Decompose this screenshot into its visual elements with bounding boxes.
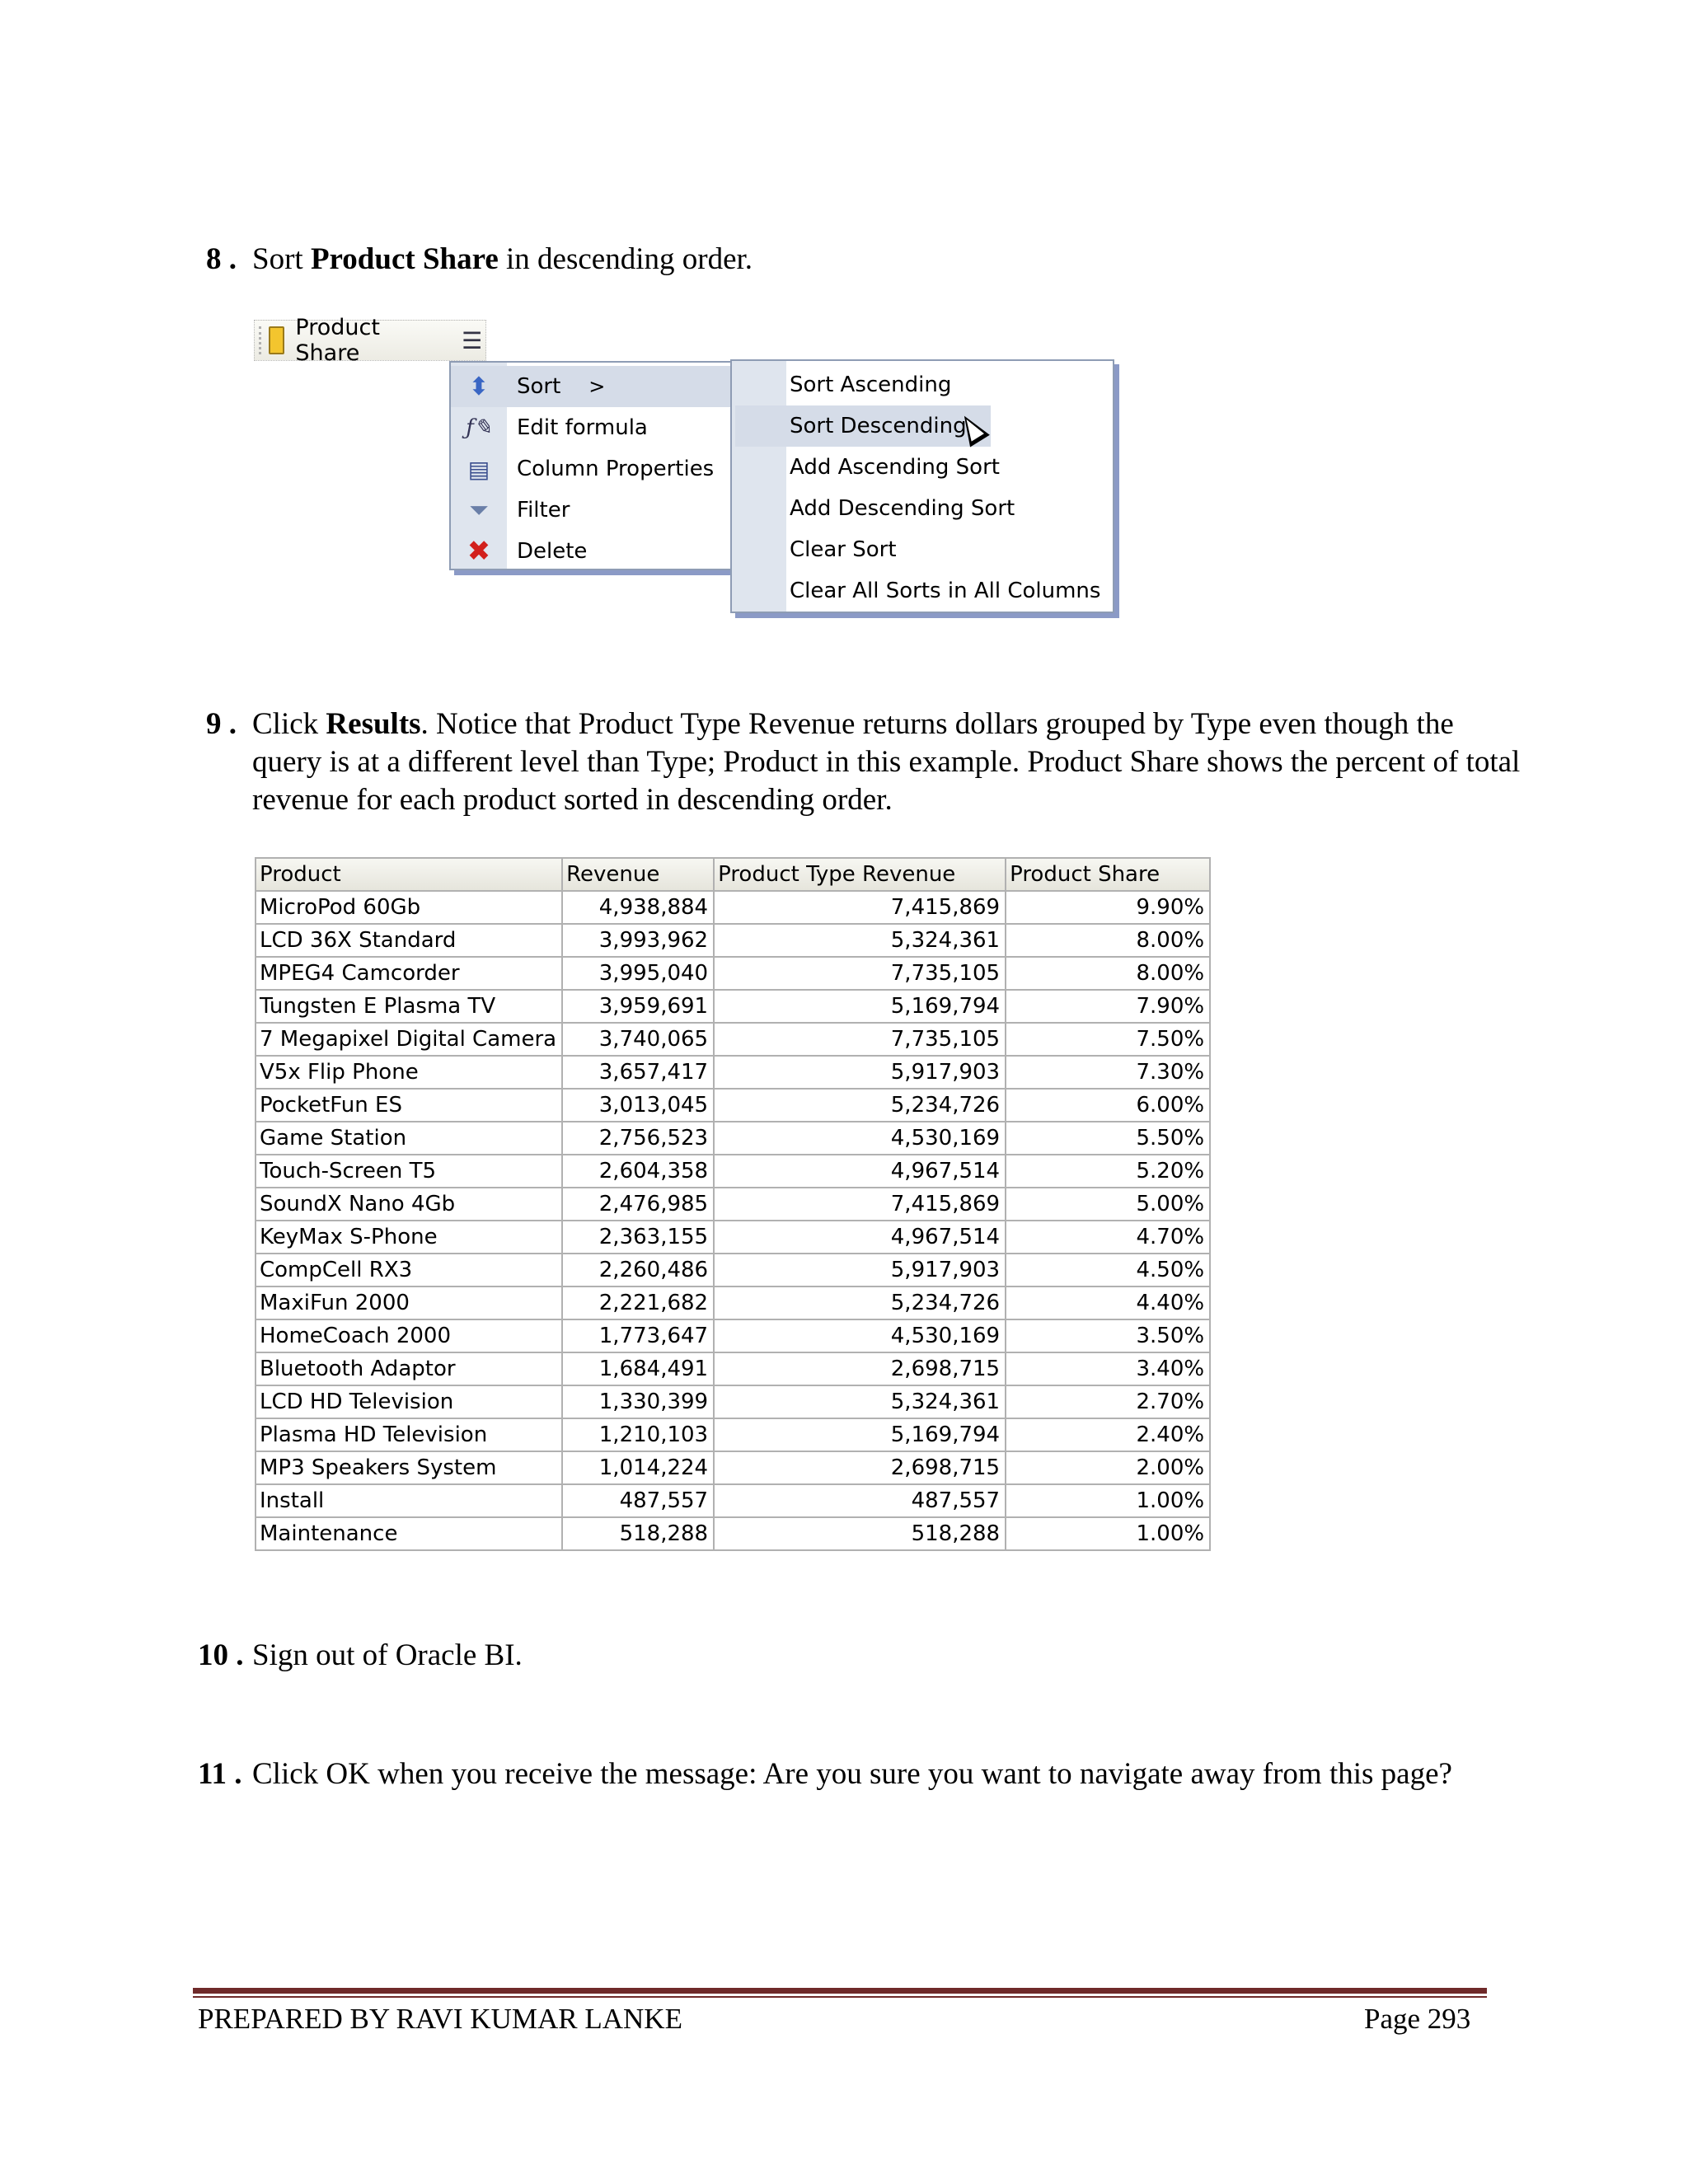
cell-product: 7 Megapixel Digital Camera: [256, 1023, 562, 1056]
submenu-item-label: Add Descending Sort: [790, 496, 1015, 521]
menu-item-column-properties[interactable]: [451, 448, 731, 490]
column-header-product-share[interactable]: [254, 315, 486, 366]
cell-product-share: 6.00%: [1006, 1089, 1210, 1122]
cell-product: Maintenance: [256, 1517, 562, 1550]
column-context-menu: [449, 361, 733, 570]
cell-product-type-revenue: 5,169,794: [714, 990, 1006, 1023]
menu-item-filter[interactable]: [451, 490, 731, 531]
cell-revenue: 2,260,486: [562, 1254, 714, 1286]
cell-product: Tungsten E Plasma TV: [256, 990, 562, 1023]
footer-author: PREPARED BY RAVI KUMAR LANKE: [198, 2003, 682, 2035]
submenu-item-label: Sort Descending: [790, 414, 967, 438]
table-row: [256, 1484, 1210, 1517]
cell-product-type-revenue: 2,698,715: [714, 1352, 1006, 1385]
cell-product-type-revenue: 518,288: [714, 1517, 1006, 1550]
step-number: 8 .: [206, 242, 237, 276]
cell-revenue: 2,604,358: [562, 1155, 714, 1188]
table-row: [256, 1418, 1210, 1451]
step-8: [0, 241, 1688, 279]
cell-product: SoundX Nano 4Gb: [256, 1188, 562, 1221]
step-number: 10 .: [198, 1638, 244, 1672]
cell-product-type-revenue: 4,967,514: [714, 1221, 1006, 1254]
cell-product-share: 5.00%: [1006, 1188, 1210, 1221]
step-text: [252, 705, 1522, 819]
table-row: [256, 1056, 1210, 1089]
submenu-item-label: Add Ascending Sort: [790, 455, 1000, 480]
table-row: [256, 957, 1210, 990]
menu-item-delete[interactable]: [451, 531, 731, 572]
cell-product: V5x Flip Phone: [256, 1056, 562, 1089]
cell-product: MicroPod 60Gb: [256, 891, 562, 924]
cell-product: Game Station: [256, 1122, 562, 1155]
table-row: [256, 1155, 1210, 1188]
cell-revenue: 3,013,045: [562, 1089, 714, 1122]
cell-revenue: 1,773,647: [562, 1319, 714, 1352]
cell-revenue: 518,288: [562, 1517, 714, 1550]
header-product-type-revenue[interactable]: Product Type Revenue: [714, 858, 1006, 891]
cell-revenue: 1,210,103: [562, 1418, 714, 1451]
step-10: [0, 1637, 1688, 1675]
cell-product-type-revenue: 7,415,869: [714, 891, 1006, 924]
cell-product-share: 1.00%: [1006, 1484, 1210, 1517]
cell-revenue: 2,221,682: [562, 1286, 714, 1319]
table-row: [256, 1221, 1210, 1254]
table-row: [256, 1352, 1210, 1385]
cell-revenue: 1,330,399: [562, 1385, 714, 1418]
cell-product-type-revenue: 4,530,169: [714, 1122, 1006, 1155]
header-product-share[interactable]: Product Share: [1006, 858, 1210, 891]
cell-revenue: 4,938,884: [562, 891, 714, 924]
step-text: [252, 241, 753, 279]
cell-product: PocketFun ES: [256, 1089, 562, 1122]
submenu-item-label: Sort Ascending: [790, 373, 952, 397]
submenu-item-clear-all-sorts[interactable]: [732, 570, 1113, 612]
cell-revenue: 2,756,523: [562, 1122, 714, 1155]
step-number: 9 .: [206, 707, 237, 741]
step-number: 11 .: [198, 1757, 242, 1791]
properties-icon: ▤: [467, 455, 490, 483]
formula-icon: ƒ✎: [466, 415, 492, 440]
cell-product-share: 8.00%: [1006, 924, 1210, 957]
column-menu-icon[interactable]: ☰: [461, 326, 483, 354]
step-11: [0, 1755, 1688, 1831]
footer-divider: [193, 1988, 1487, 1994]
step-text-pre: Click: [252, 707, 326, 741]
cell-product-type-revenue: 5,917,903: [714, 1254, 1006, 1286]
table-row: [256, 1122, 1210, 1155]
submenu-item-add-descending-sort[interactable]: [732, 488, 1113, 529]
submenu-item-label: Clear Sort: [790, 537, 897, 562]
cell-product: Install: [256, 1484, 562, 1517]
cell-product-type-revenue: 7,415,869: [714, 1188, 1006, 1221]
table-row: [256, 990, 1210, 1023]
cell-revenue: 2,476,985: [562, 1188, 714, 1221]
cell-revenue: 1,684,491: [562, 1352, 714, 1385]
cell-product-share: 3.40%: [1006, 1352, 1210, 1385]
cell-product-type-revenue: 2,698,715: [714, 1451, 1006, 1484]
menu-item-label: Filter: [517, 498, 570, 523]
submenu-arrow-icon: >: [588, 375, 606, 398]
cell-product-share: 2.70%: [1006, 1385, 1210, 1418]
delete-icon: ✖: [467, 535, 491, 568]
table-row: [256, 1451, 1210, 1484]
cell-product-share: 5.20%: [1006, 1155, 1210, 1188]
sort-submenu: [730, 359, 1114, 613]
cell-product-type-revenue: 7,735,105: [714, 1023, 1006, 1056]
cell-revenue: 1,014,224: [562, 1451, 714, 1484]
step-text-bold: Results: [326, 707, 421, 741]
cell-product: LCD 36X Standard: [256, 924, 562, 957]
cell-revenue: 2,363,155: [562, 1221, 714, 1254]
menu-item-label: Edit formula: [517, 415, 648, 440]
cell-product-share: 4.70%: [1006, 1221, 1210, 1254]
cell-product-share: 7.50%: [1006, 1023, 1210, 1056]
menu-item-label: Sort: [517, 374, 561, 399]
cell-product: Bluetooth Adaptor: [256, 1352, 562, 1385]
cell-product: KeyMax S-Phone: [256, 1221, 562, 1254]
cell-revenue: 3,740,065: [562, 1023, 714, 1056]
cell-product-type-revenue: 5,324,361: [714, 1385, 1006, 1418]
column-icon: [269, 326, 285, 354]
submenu-item-clear-sort[interactable]: [732, 529, 1113, 570]
cell-product-type-revenue: 487,557: [714, 1484, 1006, 1517]
cell-product: MPEG4 Camcorder: [256, 957, 562, 990]
cell-revenue: 3,993,962: [562, 924, 714, 957]
submenu-item-sort-ascending[interactable]: [732, 364, 1113, 405]
results-table: [255, 857, 1211, 1551]
cell-product: Touch-Screen T5: [256, 1155, 562, 1188]
menu-item-sort[interactable]: [451, 366, 731, 407]
filter-icon: ⏷: [469, 495, 489, 525]
cell-product: LCD HD Television: [256, 1385, 562, 1418]
cell-product-type-revenue: 7,735,105: [714, 957, 1006, 990]
footer-divider-thin: [193, 1996, 1487, 1998]
cell-product-share: 2.00%: [1006, 1451, 1210, 1484]
drag-grip-icon[interactable]: [259, 326, 265, 354]
table-row: [256, 924, 1210, 957]
cell-product-share: 3.50%: [1006, 1319, 1210, 1352]
header-revenue[interactable]: Revenue: [562, 858, 714, 891]
cell-product-type-revenue: 5,234,726: [714, 1089, 1006, 1122]
table-row: [256, 891, 1210, 924]
cell-product-share: 9.90%: [1006, 891, 1210, 924]
cell-product-type-revenue: 4,530,169: [714, 1319, 1006, 1352]
menu-item-label: Delete: [517, 539, 588, 564]
cell-product: Plasma HD Television: [256, 1418, 562, 1451]
table-row: [256, 1517, 1210, 1550]
submenu-item-sort-descending[interactable]: [735, 405, 991, 447]
sort-icon: ⬍: [468, 372, 490, 401]
cell-revenue: 3,959,691: [562, 990, 714, 1023]
cell-product-share: 4.40%: [1006, 1286, 1210, 1319]
table-header-row: [256, 858, 1210, 891]
page-number: Page 293: [1364, 2003, 1471, 2035]
cell-product-share: 1.00%: [1006, 1517, 1210, 1550]
column-header-label: Product Share: [295, 315, 380, 366]
cell-product-share: 5.50%: [1006, 1122, 1210, 1155]
cell-product-share: 7.30%: [1006, 1056, 1210, 1089]
table-row: [256, 1385, 1210, 1418]
cell-product-type-revenue: 5,917,903: [714, 1056, 1006, 1089]
step-text: Click OK when you receive the message: Are you sure you want to navigate away from this page?: [252, 1757, 1452, 1791]
cell-product-share: 7.90%: [1006, 990, 1210, 1023]
step-text-post: . Notice that Product Type Revenue returns dollars grouped by Type even though the query is at a different level than Type; Product in this example. Product Share shows the percent of total revenue for each product sorted in descending order.: [252, 707, 1521, 817]
header-product[interactable]: Product: [256, 858, 562, 891]
cell-revenue: 3,995,040: [562, 957, 714, 990]
step-text-post: in descending order.: [498, 242, 753, 276]
cell-product: CompCell RX3: [256, 1254, 562, 1286]
step-text-bold: Product Share: [310, 242, 499, 276]
cell-product-share: 2.40%: [1006, 1418, 1210, 1451]
cell-revenue: 487,557: [562, 1484, 714, 1517]
cell-product: MaxiFun 2000: [256, 1286, 562, 1319]
step-text-pre: Sort: [252, 242, 311, 276]
submenu-item-label: Clear All Sorts in All Columns: [790, 579, 1101, 603]
cell-product: HomeCoach 2000: [256, 1319, 562, 1352]
table-row: [256, 1023, 1210, 1056]
table-row: [256, 1319, 1210, 1352]
submenu-item-add-ascending-sort[interactable]: [732, 447, 1113, 488]
cell-revenue: 3,657,417: [562, 1056, 714, 1089]
step-9: [0, 705, 1688, 821]
step-text: Sign out of Oracle BI.: [252, 1638, 523, 1672]
cell-product-type-revenue: 5,324,361: [714, 924, 1006, 957]
table-row: [256, 1286, 1210, 1319]
cell-product-type-revenue: 5,169,794: [714, 1418, 1006, 1451]
cell-product-share: 4.50%: [1006, 1254, 1210, 1286]
table-row: [256, 1089, 1210, 1122]
cell-product-type-revenue: 5,234,726: [714, 1286, 1006, 1319]
cell-product-type-revenue: 4,967,514: [714, 1155, 1006, 1188]
cell-product: MP3 Speakers System: [256, 1451, 562, 1484]
table-row: [256, 1254, 1210, 1286]
table-row: [256, 1188, 1210, 1221]
cell-product-share: 8.00%: [1006, 957, 1210, 990]
menu-item-edit-formula[interactable]: [451, 407, 731, 448]
menu-item-label: Column Properties: [517, 457, 715, 481]
